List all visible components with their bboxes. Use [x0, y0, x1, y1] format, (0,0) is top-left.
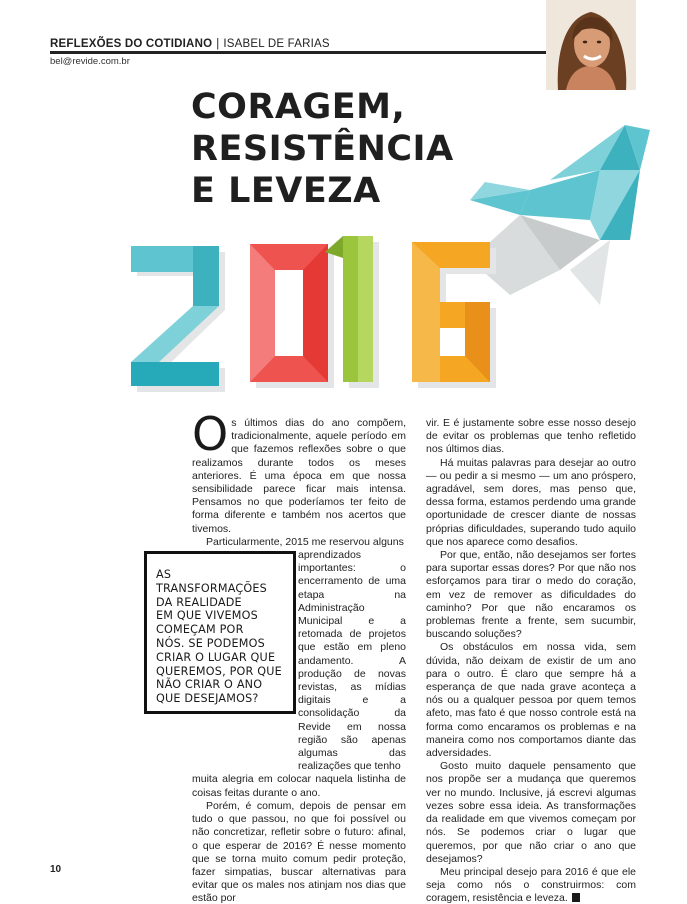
pull-quote: [144, 551, 296, 714]
drop-cap: O: [192, 407, 229, 461]
author-email[interactable]: bel@revide.com.br: [50, 56, 130, 67]
pull-quote-line: AS TRANSFORMAÇÕES: [156, 568, 267, 595]
pull-quote-line: NÓS. SE PODEMOS: [156, 636, 265, 650]
paragraph-5: Há muitas palavras para desejar ao outro — ou pedir a si mesmo — um ano próspero, agradável, sem dores, mas penso que, dessa forma, estamos perdendo uma grande oportunidade de crescer diante de nossas próprias dificuldades, superando tudo aquilo que nos aparece como desafios.: [426, 456, 636, 548]
digit-6-shape: [412, 242, 490, 382]
page-number: 10: [50, 864, 62, 875]
paragraph-6: Por que, então, não desejamos ser fortes para suportar essas dores? Por que não nos esforçamos para tirar o medo do coração, em vez de remover as dificuldades do caminho? Por que não encaramos os problemas frente a frente, sem sucumbir, buscando soluções?: [426, 549, 636, 641]
paragraph-8: Gosto muito daquele pensamento que nos propõe ser a mudança que queremos ver no mundo. Inclusive, já escrevi algumas vezes sobre essa ideia. As transformações da realidade em que vivemos começam por nós. Se podemos criar o lugar que queremos, por que não criar o ano que desejamos?: [426, 760, 636, 865]
header-separator: |: [216, 38, 220, 50]
article-column-2: [426, 417, 636, 904]
author-photo: [546, 0, 636, 90]
pull-quote-line: CRIAR O LUGAR QUE: [156, 650, 276, 664]
paragraph-2-narrow: aprendizados importantes: o encerramento de uma etapa na Administração Municipal e a retomada de projetos que estão em pleno andamento. A produção de novas revistas, as mídias digitais e a consolidação da Revide em nossa região são apenas algumas das realizações que tenho: [298, 549, 406, 773]
column-header: [50, 38, 330, 50]
pull-quote-line: QUE DESEJAMOS?: [156, 692, 259, 706]
digit-0-shape: [250, 244, 328, 382]
paragraph-1: Os últimos dias do ano compõem, tradicionalmente, aquele período em que fazemos reflexões sobre o que realizamos durante todos os meses anteriores. É uma época em que nossa sensibilidade parece ficar mais intensa. Pensamos no que poderíamos ter feito de forma diferente e também nos acertos que tivemos.: [192, 407, 406, 535]
section-title: REFLEXÕES DO COTIDIANO: [50, 38, 213, 50]
pull-quote-line: QUEREMOS, POR QUE: [156, 664, 282, 678]
paragraph-9: Meu principal desejo para 2016 é que ele seja como nós o construirmos: com coragem, resistência e leveza.: [426, 865, 636, 904]
headline-line-2: RESISTÊNCIA: [191, 129, 454, 169]
paragraph-2-start: Particularmente, 2015 me reservou alguns: [206, 535, 404, 548]
paragraph-2-end: muita alegria em colocar naquela listinha de coisas feitas durante o ano.: [192, 773, 406, 799]
paragraph-3: Porém, é comum, depois de pensar em tudo o que passou, no que foi possível ou não concretizar, refletir sobre o futuro: afinal, o que esperar de 2016? É nesse momento que se torna muito comum pedir proteção, fazer simpatias, buscar alternativas para evitar que os males nos atinjam nos dias que estão por: [192, 799, 406, 904]
pull-quote-line: COMEÇAM POR: [156, 623, 244, 637]
pull-quote-line: EM QUE VIVEMOS: [156, 609, 258, 623]
paragraph-7: Os obstáculos em nossa vida, sem dúvida, não deixam de existir de um ano para o outro. É claro que sempre há a esperança de que nada grave aconteça a nós ou a qualquer pessoa por quem temos afeto, mas fato é que nosso controle está na forma como encaramos os problemas e na maneira como nos comportamos diante das adversidades.: [426, 641, 636, 760]
headline-line-1: CORAGEM,: [191, 87, 406, 127]
year-2016-illustration: [125, 228, 525, 398]
paragraph-4: vir. E é justamente sobre esse nosso desejo de evitar os problemas que tenho refletido nos últimos dias.: [426, 417, 636, 456]
digit-2-shape: [131, 246, 219, 386]
pull-quote-line: DA REALIDADE: [156, 595, 242, 609]
author-name: ISABEL DE FARIAS: [223, 38, 330, 50]
pull-quote-line: NÃO CRIAR O ANO: [156, 678, 263, 692]
header-rule: [50, 51, 547, 54]
end-mark-icon: [572, 893, 580, 902]
headline-line-3: E LEVEZA: [191, 171, 381, 211]
headline: [191, 86, 491, 212]
